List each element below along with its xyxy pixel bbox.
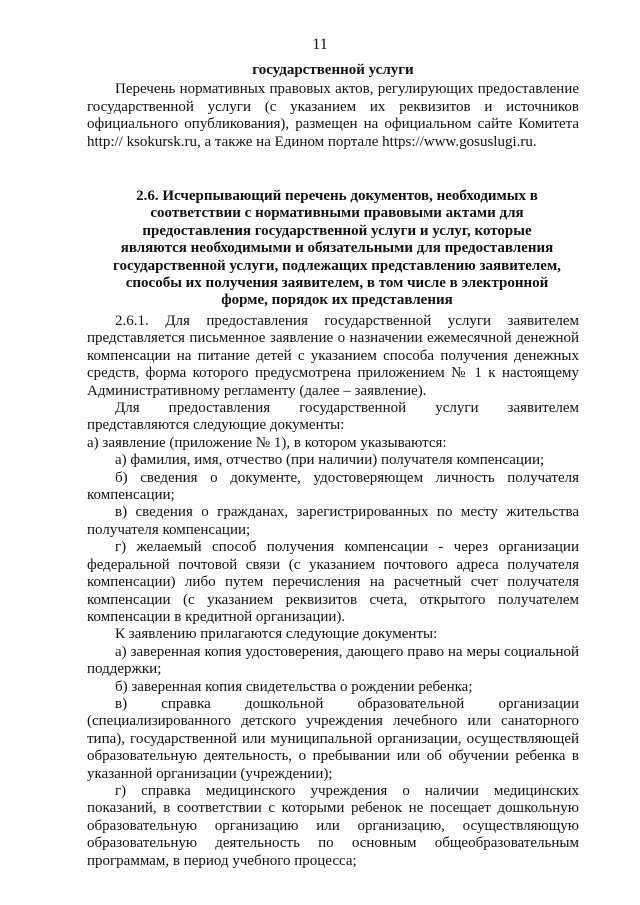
list-item: б) сведения о документе, удостоверяющем личность получателя компенсации;: [87, 469, 579, 504]
list-item: б) заверенная копия свидетельства о рождении ребенка;: [115, 678, 473, 695]
paragraph: а) заявление (приложение № 1), в котором указываются:: [87, 434, 447, 451]
list-item: г) желаемый способ получения компенсации - через организации федеральной почтовой связи (с указанием почтового адреса получателя компенсации) либо путем перечисления на расчетный счет получателя компенсации (с указанием реквизитов счета, открытого получателем компенсации в кредитной организации).: [87, 539, 579, 625]
list-item: в) справка дошкольной образовательной организации (специализированного детского учреждения лечебного или санаторного типа), государственной или муниципальной организации, осуществляющей образовательную деятельность, о пребывании или об обучении ребенка в указанной организации (учреждении);: [87, 695, 579, 782]
section-title: 2.6. Исчерпывающий перечень документов, необходимых в соответствии с нормативными правовыми актами для предоставления государственной услуги и услуг, которые являются необходимыми и обязательными для предоставления государственной услуги, подлежащих представлению заявителем, способы их получения заявителем, в том числе в электронной форме, порядок их представления: [113, 188, 561, 309]
body-block: [87, 313, 579, 870]
section-heading-block: [112, 188, 562, 310]
paragraph: К заявлению прилагаются следующие документы:: [115, 626, 438, 643]
list-item: г) справка медицинского учреждения о наличии медицинских показаний, в соответствии с которыми ребенок не посещает дошкольную образовательную организацию или организацию, осуществляющую образовательную деятельность по основным общеобразовательным программам, в период учебного процесса;: [87, 782, 579, 869]
list-item: а) заверенная копия удостоверения, дающего право на меры социальной поддержки;: [87, 643, 579, 678]
intro-block: [87, 62, 579, 151]
page-number: 11: [312, 36, 328, 53]
heading-tail: государственной услуги: [252, 62, 414, 78]
list-item: а) фамилия, имя, отчество (при наличии) получателя компенсации;: [115, 452, 545, 469]
paragraph: 2.6.1. Для предоставления государственной услуги заявителем представляется письменное заявление о назначении ежемесячной денежной компенсации на питание детей с указанием способа получения денежных средств, форма которого предусмотрена приложением № 1 к настоящему Административному регламенту (далее – заявление).: [87, 313, 579, 399]
paragraph: Для предоставления государственной услуги заявителем представляются следующие документы:: [87, 400, 579, 434]
intro-paragraph: Перечень нормативных правовых актов, регулирующих предоставление государственной услуги (с указанием их реквизитов и источников официального опубликования), размещен на официальном сайте Комитета http:// ksokursk.ru, а также на Едином портале https://www.gosuslugi.ru.: [87, 81, 579, 150]
list-item: в) сведения о гражданах, зарегистрированных по месту жительства получателя компенсации;: [87, 504, 579, 538]
